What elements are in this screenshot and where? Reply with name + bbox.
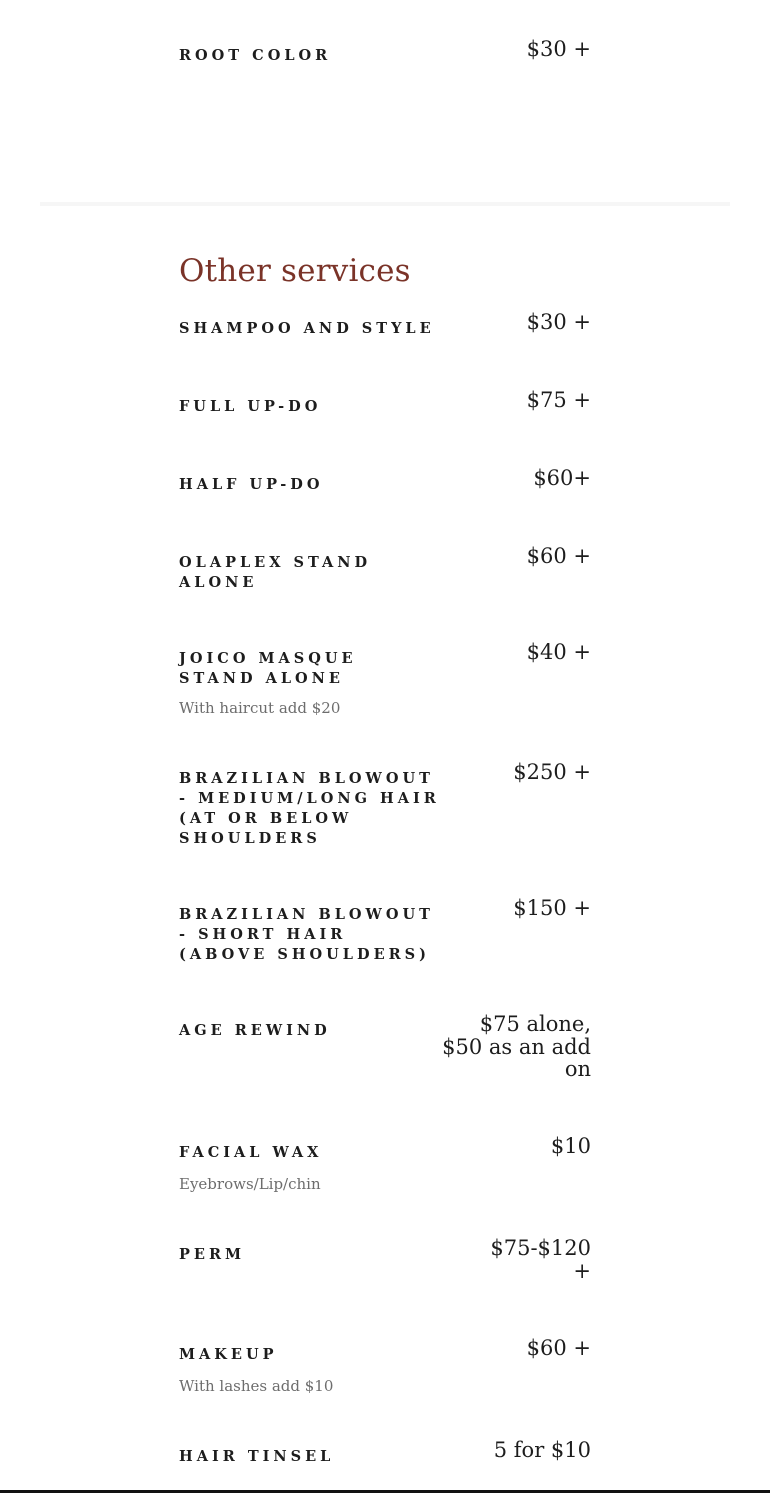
service-price: 5 for $10 [493, 1438, 591, 1462]
service-price: $60 + [526, 1336, 591, 1360]
service-name: SHAMPOO AND STYLE [179, 320, 435, 337]
service-name: FULL UP-DO [179, 398, 322, 415]
service-price: $75-$120 + [490, 1236, 591, 1283]
service-price: $10 [550, 1134, 591, 1158]
service-price: $75 + [526, 388, 591, 412]
service-note: With lashes add $10 [179, 1377, 334, 1395]
service-name: HALF UP-DO [179, 476, 324, 493]
service-price: $60+ [533, 466, 591, 490]
service-price: $250 + [513, 760, 591, 784]
service-price: $40 + [526, 640, 591, 664]
service-price: $150 + [513, 896, 591, 920]
section-divider [40, 202, 730, 206]
service-name: OLAPLEX STAND ALONE [179, 554, 372, 591]
service-price: $30 + [526, 310, 591, 334]
service-note: With haircut add $20 [179, 699, 341, 717]
service-name: BRAZILIAN BLOWOUT - SHORT HAIR (ABOVE SHOULDERS) [179, 906, 434, 963]
service-price: $30 + [526, 37, 591, 61]
service-name: JOICO MASQUE STAND ALONE [179, 650, 357, 687]
service-name: AGE REWIND [179, 1022, 331, 1039]
service-price: $75 alone, $50 as an add on [442, 1012, 591, 1081]
service-name: FACIAL WAX [179, 1144, 323, 1161]
service-name: ROOT COLOR [179, 47, 332, 64]
service-name: HAIR TINSEL [179, 1448, 335, 1465]
service-price: $60 + [526, 544, 591, 568]
service-note: Eyebrows/Lip/chin [179, 1175, 321, 1193]
service-name: BRAZILIAN BLOWOUT - MEDIUM/LONG HAIR (AT OR BELOW SHOULDERS [179, 770, 440, 847]
service-name: PERM [179, 1246, 246, 1263]
section-heading: Other services [179, 253, 411, 289]
service-name: MAKEUP [179, 1346, 278, 1363]
